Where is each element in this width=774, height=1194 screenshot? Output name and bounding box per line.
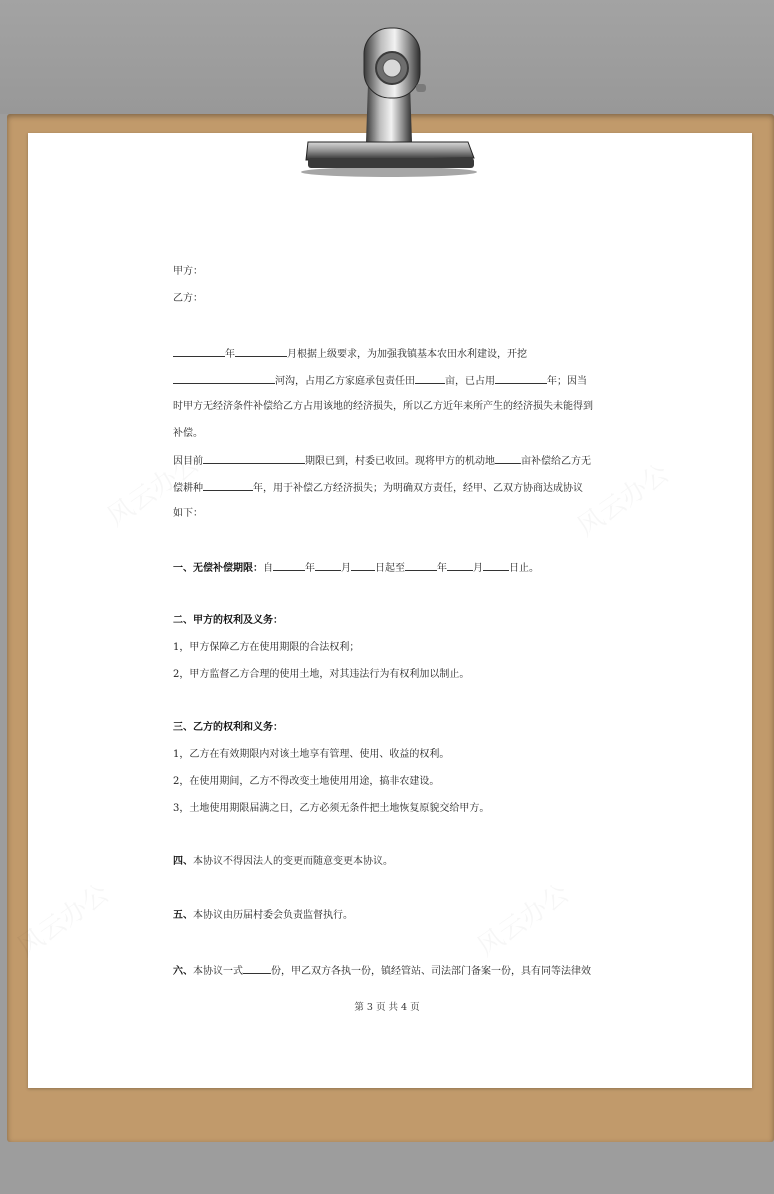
- fill-blank[interactable]: [243, 963, 271, 974]
- fill-blank[interactable]: [173, 346, 225, 357]
- section-4: 四、本协议不得因法人的变更而随意变更本协议。: [173, 856, 393, 867]
- section-2-heading: 二、甲方的权利及义务：: [173, 615, 283, 626]
- intro-line-1: 年 月根据上级要求，为加强我镇基本农田水利建设，开挖: [173, 346, 527, 362]
- section-3-item-1: 1，乙方在有效期限内对该土地享有管理、使用、收益的权利。: [173, 749, 450, 760]
- section-3-item-3: 3，土地使用期限届满之日，乙方必须无条件把土地恢复原貌交给甲方。: [173, 803, 490, 814]
- section-2-item-1: 1，甲方保障乙方在使用期限的合法权利；: [173, 642, 360, 653]
- fill-blank[interactable]: [235, 346, 287, 357]
- fill-blank[interactable]: [203, 453, 305, 464]
- fill-blank[interactable]: [495, 373, 547, 384]
- section-1: 一、无偿补偿期限：自 年 月 日起至 年 月 日止。: [173, 560, 539, 576]
- intro-line-2: 河沟，占用乙方家庭承包责任田 亩，已占用 年；因当: [173, 373, 587, 389]
- page-number: 第 3 页 共 4 页: [354, 1002, 420, 1013]
- section-6: 六、本协议一式 份，甲乙双方各执一份，镇经管站、司法部门备案一份，具有同等法律效: [173, 963, 591, 979]
- fill-blank[interactable]: [483, 560, 509, 571]
- section-heading: 一、无偿补偿期限：: [173, 563, 263, 574]
- intro-line-7: 如下：: [173, 508, 203, 519]
- party-b-label: 乙方：: [173, 293, 203, 304]
- intro-line-5: 因目前 期限已到，村委已收回。现将甲方的机动地 亩补偿给乙方无: [173, 453, 591, 469]
- binder-clip-icon: [296, 24, 482, 178]
- fill-blank[interactable]: [273, 560, 305, 571]
- fill-blank[interactable]: [415, 373, 445, 384]
- fill-blank[interactable]: [405, 560, 437, 571]
- section-5: 五、本协议由历届村委会负责监督执行。: [173, 910, 353, 921]
- fill-blank[interactable]: [447, 560, 473, 571]
- intro-line-4: 补偿。: [173, 428, 203, 439]
- intro-line-3: 时甲方无经济条件补偿给乙方占用该地的经济损失，所以乙方近年来所产生的经济损失未能得到: [173, 401, 593, 412]
- party-a-label: 甲方：: [173, 266, 203, 277]
- fill-blank[interactable]: [203, 480, 253, 491]
- fill-blank[interactable]: [351, 560, 375, 571]
- section-2-item-2: 2，甲方监督乙方合理的使用土地，对其违法行为有权利加以制止。: [173, 669, 470, 680]
- paper-sheet: [28, 133, 752, 1088]
- section-3-item-2: 2，在使用期间，乙方不得改变土地使用用途，搞非农建设。: [173, 776, 440, 787]
- fill-blank[interactable]: [173, 373, 275, 384]
- fill-blank[interactable]: [495, 453, 521, 464]
- intro-line-6: 偿耕种 年，用于补偿乙方经济损失；为明确双方责任，经甲、乙双方协商达成协议: [173, 480, 583, 496]
- fill-blank[interactable]: [315, 560, 341, 571]
- section-3-heading: 三、乙方的权利和义务：: [173, 722, 283, 733]
